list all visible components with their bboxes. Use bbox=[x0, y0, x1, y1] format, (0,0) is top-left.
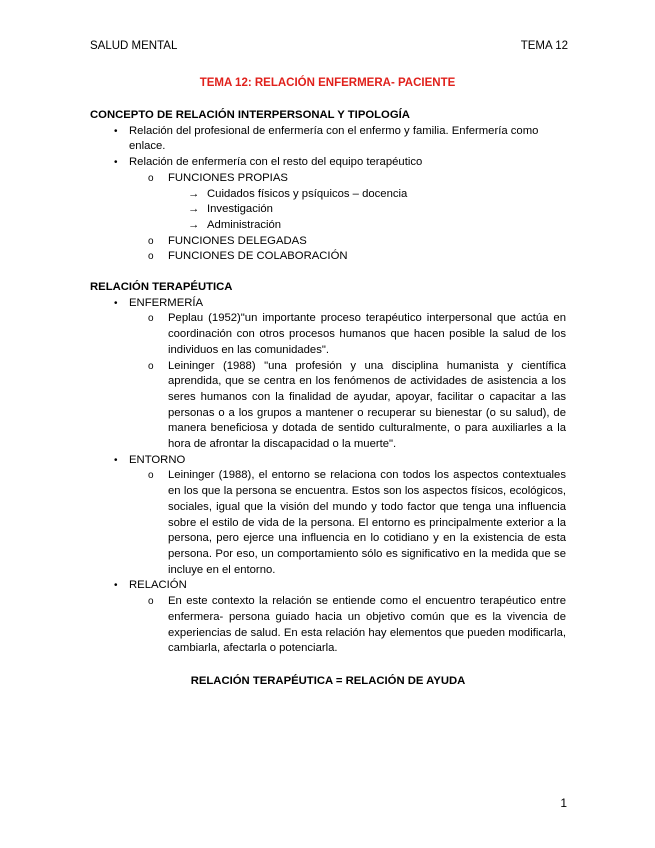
list-item-text: Relación de enfermería con el resto del equipo terapéutico bbox=[129, 156, 423, 169]
document-title: TEMA 12: RELACIÓN ENFERMERA- PACIENTE bbox=[199, 77, 456, 89]
bullet-icon: • bbox=[114, 125, 118, 137]
list-item bbox=[90, 578, 566, 594]
sub-list-item bbox=[90, 359, 566, 453]
list-item-text: ENTORNO bbox=[129, 453, 186, 466]
sub-list-item-text: FUNCIONES DE COLABORACIÓN bbox=[168, 250, 348, 263]
arrow-right-icon: → bbox=[188, 203, 200, 216]
sub-list-item bbox=[90, 171, 566, 187]
circle-bullet-icon: o bbox=[148, 596, 154, 608]
sub-list-item bbox=[90, 234, 566, 250]
circle-bullet-icon: o bbox=[148, 235, 154, 247]
sub-list-item-text: Leininger (1988), el entorno se relaciona con todos los aspectos contextuales en los que la persona se encuentra. Estos son los aspectos físicos, ecológicos, sociales, igual que la visión del mundo y todo factor que tenga una influencia sobre el estilo de vida de la persona. El entorno es principalmente exterior a la persona, pero ejerce una influencia en lo cotidiano y en la existencia de esta persona. Por eso, un comportamiento sólo es significativo en la medida que se incluye en el entorno. bbox=[168, 469, 566, 576]
list-item-text: RELACIÓN bbox=[129, 579, 187, 592]
section-heading-relacion-terapeutica: RELACIÓN TERAPÉUTICA bbox=[90, 281, 233, 294]
header-left: SALUD MENTAL bbox=[90, 40, 178, 52]
arrow-list-item-text: Cuidados físicos y psíquicos – docencia bbox=[207, 187, 408, 200]
sub-list-item bbox=[90, 311, 566, 358]
circle-bullet-icon: o bbox=[148, 313, 154, 325]
equation-line: RELACIÓN TERAPÉUTICA = RELACIÓN DE AYUDA bbox=[190, 674, 466, 687]
sub-list-item-text: Leininger (1988) "una profesión y una disciplina humanista y científica aprendida, que se centra en los fenómenos de actividades de asistencia a los seres humanos con la finalidad de ayudar, apoyar, facilitar o capacitar a las personas o a los grupos a mantener o recuperar su bienestar (o su salud), de manera beneficiosa y dotada de sentido culturalmente, o para auxiliarles a la hora de afrontar la discapacidad o la muerte". bbox=[168, 359, 566, 451]
arrow-list-item-text: Investigación bbox=[207, 203, 273, 216]
bullet-icon: • bbox=[114, 297, 118, 309]
bullet-icon: • bbox=[114, 580, 118, 592]
list-item bbox=[90, 124, 566, 155]
sub-list-item-text: En este contexto la relación se entiende como el encuentro terapéutico entre enfermera- persona guiado hacia un objetivo común que es la vivencia de experiencias de salud. En esta relación hay elementos que pueden modificarla, cambiarla, afectarla o potenciarla. bbox=[168, 595, 566, 655]
bullet-icon: • bbox=[114, 454, 118, 466]
sub-list-item-text: FUNCIONES PROPIAS bbox=[168, 171, 288, 184]
section-heading-concepto: CONCEPTO DE RELACIÓN INTERPERSONAL Y TIPOLOGÍA bbox=[90, 109, 410, 121]
header-right: TEMA 12 bbox=[520, 40, 568, 52]
arrow-list-item-text: Administración bbox=[207, 218, 282, 231]
list-item bbox=[90, 155, 566, 171]
list-item bbox=[90, 453, 566, 469]
document-body bbox=[90, 108, 566, 690]
sub-list-item-text: FUNCIONES DELEGADAS bbox=[168, 234, 307, 247]
circle-bullet-icon: o bbox=[148, 360, 154, 372]
circle-bullet-icon: o bbox=[148, 172, 154, 184]
circle-bullet-icon: o bbox=[148, 251, 154, 263]
bullet-icon: • bbox=[114, 157, 118, 169]
arrow-list-item bbox=[90, 218, 566, 234]
sub-list-item bbox=[90, 594, 566, 657]
list-item-text: Relación del profesional de enfermería con el enfermo y familia. Enfermería como enlace. bbox=[129, 124, 539, 153]
arrow-right-icon: → bbox=[188, 187, 200, 200]
sub-list-item bbox=[90, 249, 566, 265]
arrow-list-item bbox=[90, 187, 566, 203]
list-item bbox=[90, 296, 566, 312]
arrow-right-icon: → bbox=[188, 218, 200, 231]
arrow-list-item bbox=[90, 202, 566, 218]
sub-list-item bbox=[90, 468, 566, 578]
circle-bullet-icon: o bbox=[148, 470, 154, 482]
sub-list-item-text: Peplau (1952)"un importante proceso terapéutico interpersonal que actúa en coordinación con otros procesos humanos que hacen posible la salud de los individuos en las comunidades". bbox=[168, 312, 566, 356]
list-item-text: ENFERMERÍA bbox=[129, 296, 204, 309]
page-number: 1 bbox=[560, 796, 567, 810]
